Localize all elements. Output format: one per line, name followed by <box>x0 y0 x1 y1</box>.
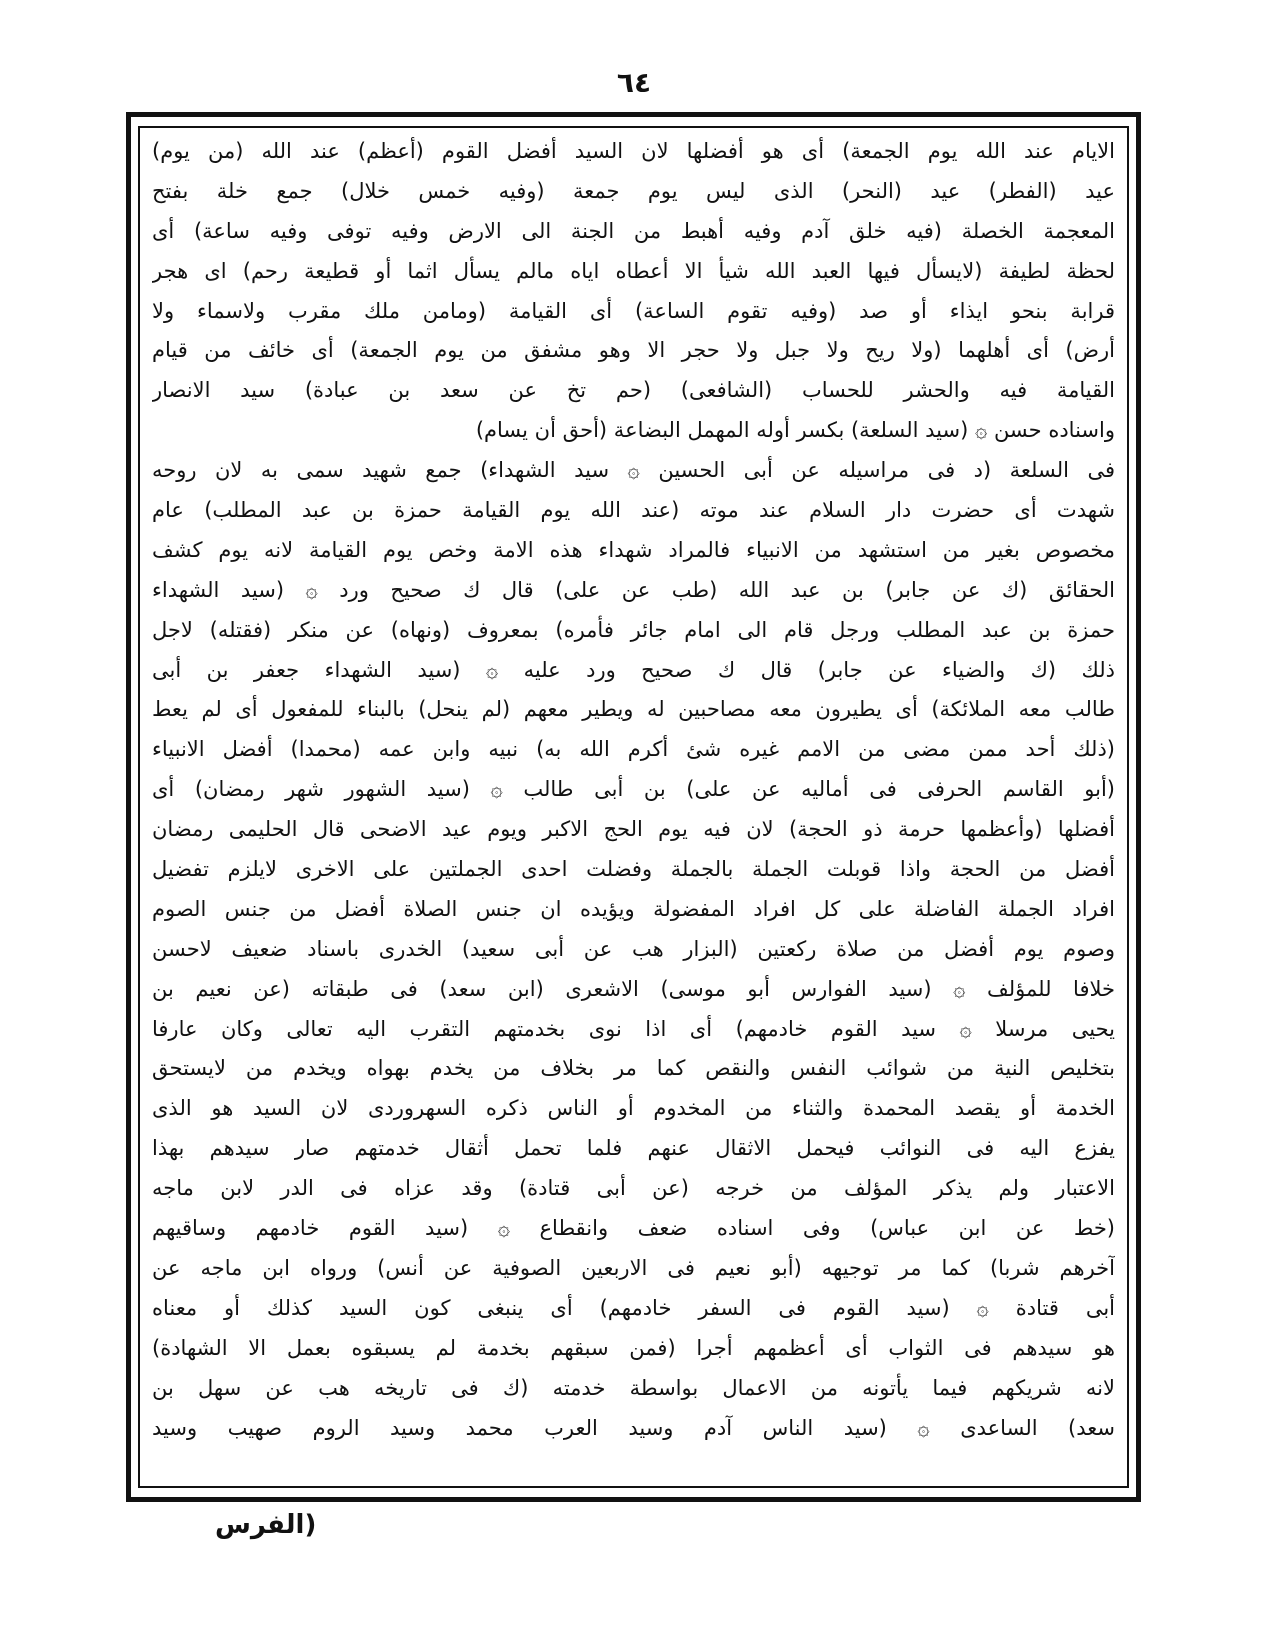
text-line: طالب معه الملائكة) أى يطيرون معه مصاحبين له ويطير معهم (لم ينحل) بالبناء للمفعول أى لم يعط <box>152 697 1115 722</box>
text-line: المعجمة الخصلة (فيه خلق آدم وفيه أهبط من الجنة الى الارض وفيه توفى وفيه ساعة) أى <box>152 218 1115 243</box>
page-number: ٦٤ <box>616 66 652 99</box>
text-line: لحظة لطيفة (لايسأل فيها العبد الله شيأ الا أعطاه اياه مالم يسأل اثما أو قطيعة رحم) اى هجر <box>152 258 1115 283</box>
text-line: مخصوص بغير من استشهد من الانبياء فالمراد شهداء هذه الامة وخص يوم القيامة لانه يوم كشف <box>152 537 1115 562</box>
text-line: بتخليص النية من شوائب النفس والنقص كما مر بخلاف من يخدم بهواه ويخدم من لايستحق <box>152 1056 1115 1081</box>
text-line: شهدت أى حضرت دار السلام عند موته (عند الله يوم القيامة حمزة بن عبد المطلب) عام <box>152 498 1115 523</box>
text-line: القيامة فيه والحشر للحساب (الشافعى) (حم تخ عن سعد بن عبادة) سيد الانصار <box>152 378 1115 403</box>
text-line: فى السلعة (د فى مراسيله عن أبى الحسين ۞ سيد الشهداء) جمع شهيد سمى به لان روحه <box>152 458 1115 483</box>
text-line: عيد (الفطر) عيد (النحر) الذى ليس يوم جمعة (وفيه خمس خلال) جمع خلة بفتح <box>152 178 1115 203</box>
text-line: (ذلك أحد ممن مضى من الامم غيره شئ أكرم الله به) نبيه وابن عمه (محمدا) أفضل الانبياء <box>152 737 1115 762</box>
text-line: أرض) أى أهلهما (ولا ريح ولا جبل ولا حجر الا وهو مشفق من يوم الجمعة) أى خائف من قيام <box>152 338 1115 363</box>
text-line: الايام عند الله يوم الجمعة) أى هو أفضلها لان السيد أفضل القوم (أعظم) عند الله (من يوم) <box>152 139 1115 163</box>
text-line: واسناده حسن ۞ (سيد السلعة) بكسر أوله المهمل البضاعة (أحق أن يسام) <box>475 418 1115 443</box>
text-line: قرابة بنحو ايذاء أو صد (وفيه تقوم الساعة) أى القيامة (ومامن ملك مقرب ولاسماء ولا <box>152 298 1115 323</box>
text-line: الحقائق (ك عن جابر) بن عبد الله (طب عن على) قال ك صحيح ورد ۞ (سيد الشهداء <box>152 577 1115 602</box>
text-line: هو سيدهم فى الثواب أى أعظمهم أجرا (فمن سبقهم بخدمة لم يسبقوه بعمل الا الشهادة) <box>152 1335 1115 1360</box>
text-line: (خط عن ابن عباس) وفى اسناده ضعف وانقطاع ۞ (سيد القوم خادمهم وساقيهم <box>152 1216 1115 1241</box>
text-line: الاعتبار ولم يذكر المؤلف من خرجه (عن أبى قتادة) وقد عزاه فى الدر لابن ماجه <box>152 1176 1115 1201</box>
text-line: وصوم يوم أفضل من صلاة ركعتين (البزار هب عن أبى سعيد) الخدرى باسناد ضعيف لاحسن <box>152 936 1115 961</box>
text-line: حمزة بن عبد المطلب ورجل قام الى امام جائر فأمره) بمعروف (ونهاه) عن منكر (فقتله) لاجل <box>152 617 1115 642</box>
text-block <box>138 126 1129 1488</box>
catchword: (الفرس <box>215 1510 317 1540</box>
text-line: آخرهم شربا) كما مر توجيهه (أبو نعيم فى الاربعين الصوفية عن أنس) ورواه ابن ماجه عن <box>152 1255 1115 1280</box>
text-line: أفضلها (وأعظمها حرمة ذو الحجة) لان فيه يوم الحج الاكبر ويوم عيد الاضحى قال الحليمى رمضان <box>152 817 1115 842</box>
text-line: ذلك (ك والضياء عن جابر) قال ك صحيح ورد عليه ۞ (سيد الشهداء جعفر بن أبى <box>152 657 1115 682</box>
text-line: الخدمة أو يقصد المحمدة والثناء من المخدوم أو الناس ذكره السهروردى لان السيد هو الذى <box>152 1096 1115 1121</box>
text-line: يفزع اليه فى النوائب فيحمل الاثقال عنهم فلما تحمل أثقال خدمتهم صار سيدهم بهذا <box>152 1136 1115 1161</box>
text-lines <box>152 132 1115 1448</box>
text-line: أفضل من الحجة واذا قوبلت الجملة بالجملة وفضلت احدى الجملتين على الاخرى لايلزم تفضيل <box>152 857 1115 882</box>
text-line: خلافا للمؤلف ۞ (سيد الفوارس أبو موسى) الاشعرى (ابن سعد) فى طبقاته (عن نعيم بن <box>152 976 1115 1001</box>
text-line: سعد) الساعدى ۞ (سيد الناس آدم وسيد العرب محمد وسيد الروم صهيب وسيد <box>152 1415 1115 1440</box>
text-line: (أبو القاسم الحرفى فى أماليه عن على) بن أبى طالب ۞ (سيد الشهور شهر رمضان) أى <box>152 777 1115 802</box>
text-line: افراد الجملة الفاضلة على كل افراد المفضولة ويؤيده ان جنس الصلاة أفضل من جنس الصوم <box>152 896 1115 921</box>
text-line: لانه شريكهم فيما يأتونه من الاعمال بواسطة خدمته (ك فى تاريخه هب عن سهل بن <box>152 1375 1115 1400</box>
text-line: أبى قتادة ۞ (سيد القوم فى السفر خادمهم) أى ينبغى كون السيد كذلك أو معناه <box>152 1295 1115 1320</box>
text-line: يحيى مرسلا ۞ سيد القوم خادمهم) أى اذا نوى بخدمتهم التقرب اليه تعالى وكان عارفا <box>152 1016 1115 1041</box>
